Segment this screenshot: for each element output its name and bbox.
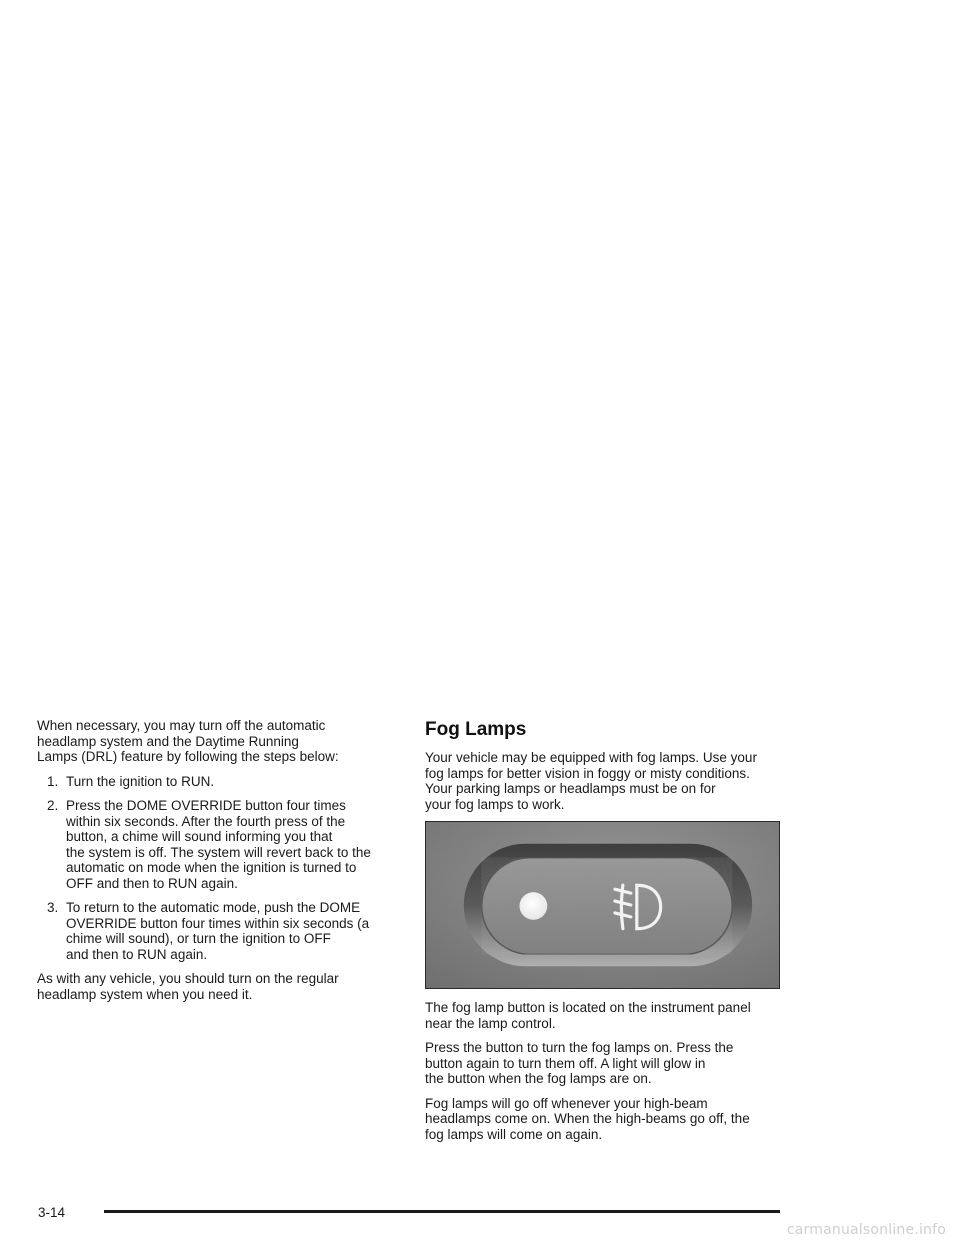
location-paragraph: The fog lamp button is located on the instrument panel near the lamp control.: [425, 1000, 751, 1031]
intro-paragraph: When necessary, you may turn off the automatic headlamp system and the Daytime Running Lamps (DRL) feature by following the steps below:: [37, 718, 339, 764]
fog-lamp-button: [482, 858, 733, 955]
left-column: [37, 718, 397, 1011]
section-heading: Fog Lamps: [425, 719, 527, 740]
high-beam-paragraph: Fog lamps will go off whenever your high-beam headlamps come on. When the high-beams go off, the fog lamps will come on again.: [425, 1095, 750, 1142]
footer-rule: [104, 1210, 780, 1213]
step-text: To return to the automatic mode, push the DOME OVERRIDE button four times within six seconds (a chime will sound), or turn the ignition to OFF and then to RUN again.: [66, 900, 370, 962]
page-number: 3-14: [38, 1205, 66, 1220]
list-item: [37, 774, 397, 790]
operation-paragraph: Press the button to turn the fog lamps on. Press the button again to turn them off. A light will glow in the button when the fog lamps are on.: [425, 1040, 734, 1086]
indicator-light-icon: [519, 892, 547, 920]
step-number: 1.: [47, 773, 59, 789]
step-number: 2.: [47, 798, 59, 813]
step-number: 3.: [47, 900, 59, 915]
fog-intro-paragraph: Your vehicle may be equipped with fog lamps. Use your fog lamps for better vision in foggy or misty conditions. Your parking lamps or headlamps must be on for your fog lamps to work.: [425, 750, 757, 812]
step-text: Turn the ignition to RUN.: [66, 773, 215, 789]
right-column: [425, 718, 787, 1151]
list-item: [37, 798, 397, 891]
steps-list: [37, 774, 397, 963]
watermark: carmanualsonline.info: [786, 1222, 946, 1238]
list-item: [37, 900, 397, 962]
step-text: Press the DOME OVERRIDE button four times within six seconds. After the fourth press of the button, a chime will sound informing you that the system is off. The system will revert back to the automatic on mode when the ignition is turned to OFF and then to RUN again.: [66, 798, 371, 891]
fog-lamp-button-photo: [425, 821, 780, 989]
closing-paragraph: As with any vehicle, you should turn on the regular headlamp system when you need it.: [37, 971, 339, 1002]
